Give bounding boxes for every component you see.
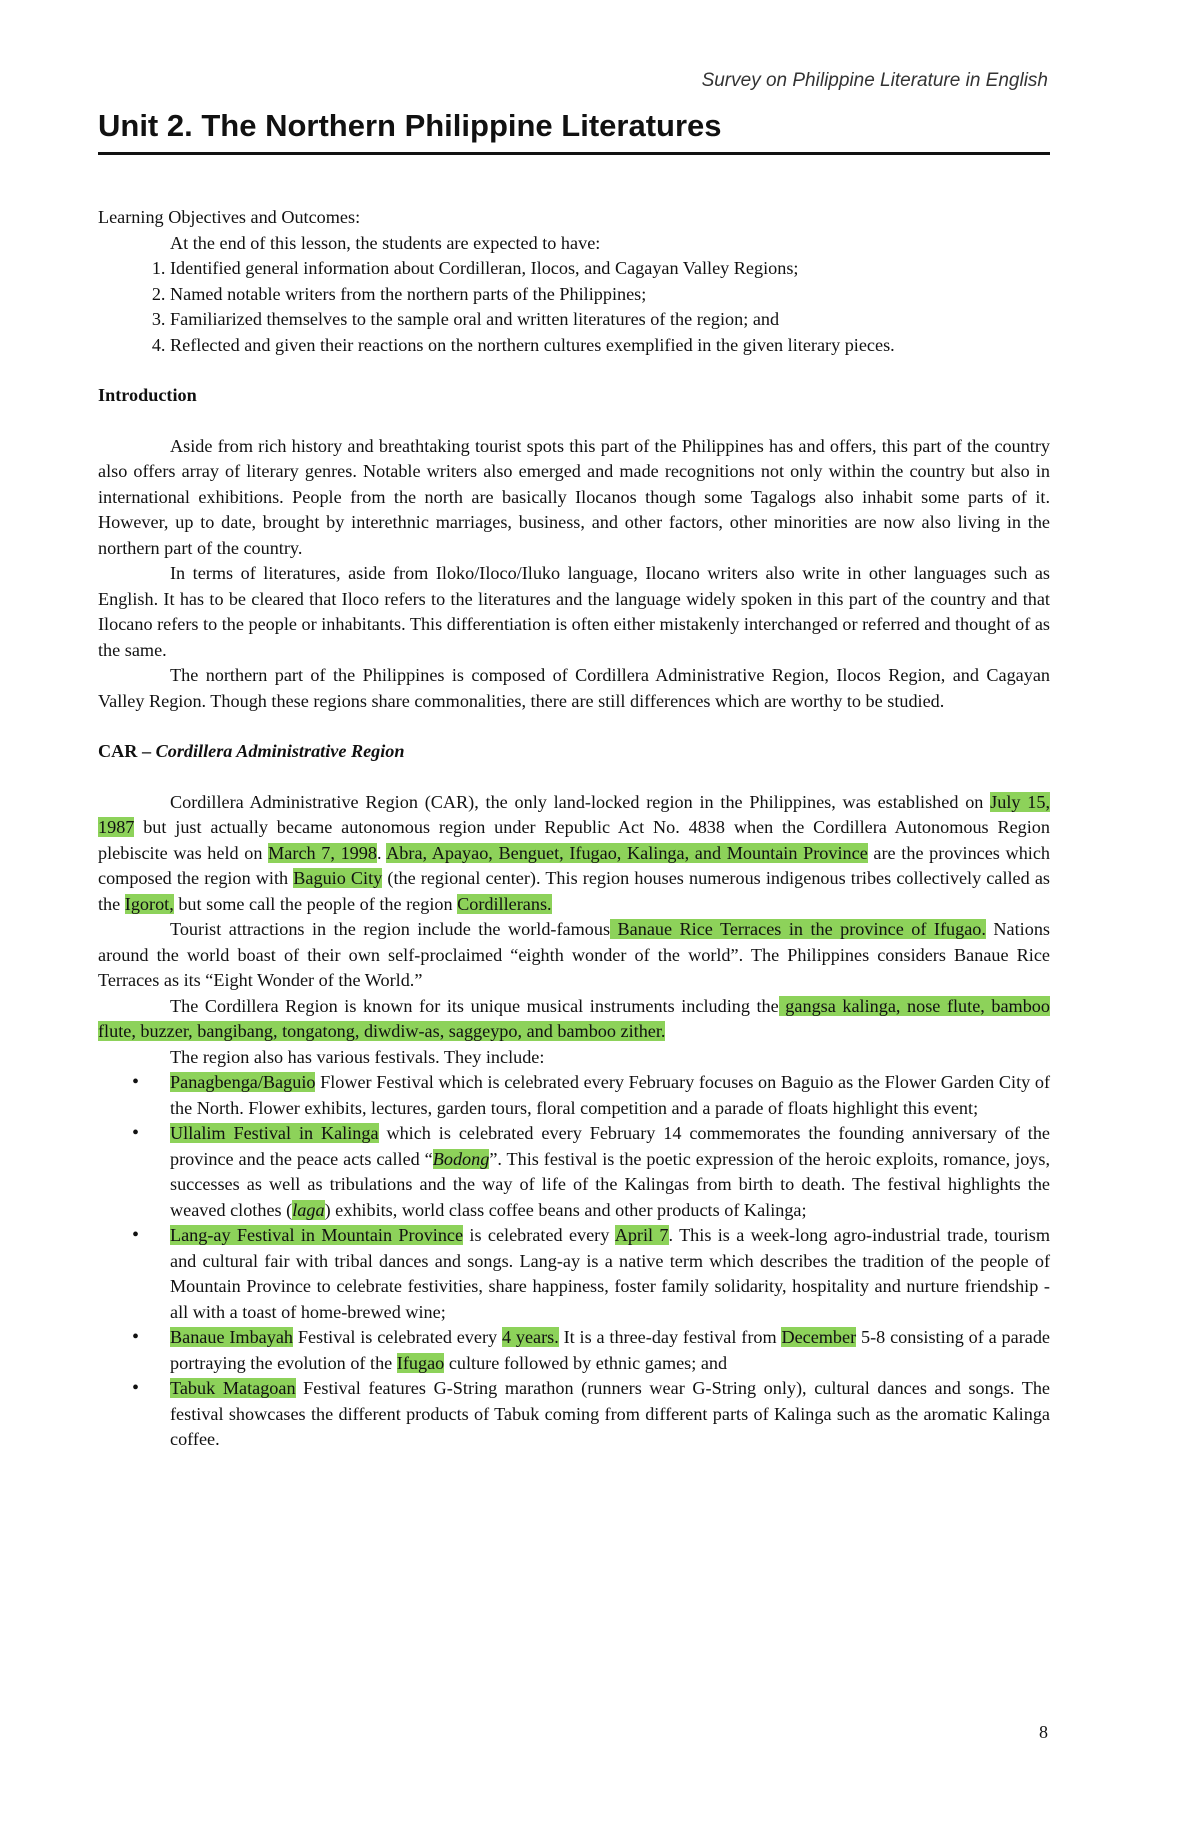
text-run: It is a three-day festival from (558, 1327, 782, 1347)
car-paragraph (98, 994, 1050, 1045)
text-run: Flower Festival which is celebrated every February focuses on Baguio as the Flower Garden City of the North. Flower exhibits, lectures, garden tours, floral competition and a parade of floats highlight this event; (170, 1072, 1050, 1118)
festival-item (170, 1376, 1050, 1453)
text-run: Tourist attractions in the region include the world-famous (170, 919, 611, 939)
document-body (98, 205, 1050, 1453)
highlight: July 15, 1987 (98, 791, 1050, 837)
intro-paragraph: The northern part of the Philippines is composed of Cordillera Administrative Region, Ilocos Region, and Cagayan Valley Region. Though these regions share commonalities, there are still differences which are worthy to be studied. (98, 665, 1050, 711)
objective-item: 3. Familiarized themselves to the sample oral and written literatures of the region; and (170, 307, 1050, 333)
page-number: 8 (1039, 1722, 1048, 1742)
objectives-intro: At the end of this lesson, the students are expected to have: (170, 232, 601, 253)
text-run: are the provinces which composed the region with (98, 842, 1051, 888)
highlight: April 7 (614, 1225, 669, 1245)
objectives-heading: Learning Objectives and Outcomes: (98, 207, 361, 227)
unit-title: Unit 2. The Northern Philippine Literatures (98, 108, 722, 143)
highlight: Bodong (432, 1148, 490, 1169)
festival-item (170, 1223, 1050, 1325)
car-paragraph (98, 917, 1050, 994)
highlight: 4 years. (501, 1327, 559, 1347)
intro-paragraph: Aside from rich history and breathtaking tourist spots this part of the Philippines has and offers, this part of the country also offers array of literary genres. Notable writers also emerged and made recognitions not only within the country but also in international exhibitions. People from the north are basically Ilocanos though some Tagalogs also inhabit some parts of it. However, up to date, brought by interethnic marriages, business, and other factors, other minorities are now also living in the northern part of the country. (98, 435, 1050, 558)
text-run: Nations around the world boast of their own self-proclaimed “eighth wonder of the world”. The Philippines considers Banaue Rice Terraces as its “Eight Wonder of the World.” (98, 919, 1050, 990)
highlight: Igorot, (124, 893, 174, 914)
highlight: Ifugao (396, 1352, 445, 1373)
festival-item (170, 1070, 1050, 1121)
text-run: (the regional center). This region houses numerous indigenous tribes collectively called as the (98, 868, 1050, 914)
car-heading-prefix: CAR – (98, 741, 156, 761)
title-rule (98, 152, 1050, 155)
objective-item: 2. Named notable writers from the northern parts of the Philippines; (170, 282, 1050, 308)
highlight: Abra, Apayao, Benguet, Ifugao, Kalinga, and Mountain Province (386, 842, 868, 863)
text-run: ) exhibits, world class coffee beans and other products of Kalinga; (324, 1199, 807, 1220)
highlight: December (781, 1327, 857, 1347)
text-run: is celebrated every (463, 1225, 615, 1245)
running-header: Survey on Philippine Literature in English (701, 70, 1048, 91)
text-run: which is celebrated every February 14 commemorates the founding anniversary of the province and the peace acts called “ (170, 1123, 1050, 1169)
highlight: Banaue Imbayah (170, 1327, 293, 1347)
text-run: culture followed by ethnic games; and (444, 1352, 728, 1373)
car-heading (98, 739, 1050, 765)
highlight: laga (292, 1199, 325, 1220)
highlight: Tabuk Matagoan (170, 1378, 296, 1398)
text-run: Festival is celebrated every (293, 1327, 502, 1347)
festival-item (170, 1121, 1050, 1223)
highlight: Lang-ay Festival in Mountain Province (170, 1225, 464, 1245)
text-run: ”. This festival is the poetic expression of the heroic exploits, romance, joys, successes as well as tribulations and the way of life of the Kalingas from birth to death. The festival highlights the weaved clothes ( (170, 1148, 1051, 1220)
introduction-heading: Introduction (98, 385, 197, 405)
highlight: Cordillerans. (457, 893, 552, 914)
car-heading-name: Cordillera Administrative Region (155, 741, 405, 761)
intro-paragraph: In terms of literatures, aside from Iloko/Iloco/Iluko language, Ilocano writers also write in other languages such as English. It has to be cleared that Iloco refers to the literatures and the language widely spoken in this part of the country and that Ilocano refers to the people or inhabitants. This differentiation is often either mistakenly interchanged or referred and thought of as the same. (98, 563, 1050, 660)
objective-item: 1. Identified general information about Cordilleran, Ilocos, and Cagayan Valley Regions; (170, 256, 1050, 282)
text-run: . This is a week-long agro-industrial trade, tourism and cultural fair with tribal dances and songs. Lang-ay is a native term which describes the tradition of the people of Mountain Province to celebrate festivities, share happiness, foster family solidarity, hospitality and nurture friendship - all with a toast of home-brewed wine; (170, 1225, 1050, 1322)
car-paragraph (98, 790, 1050, 918)
highlight: March 7, 1998 (268, 842, 377, 863)
text-run: but just actually became autonomous region under Republic Act No. 4838 when the Cordillera Autonomous Region plebiscite was held on (98, 817, 1050, 863)
highlight: Ullalim Festival in Kalinga (170, 1123, 379, 1143)
text-run: 5-8 consisting of a parade portraying the evolution of the (170, 1327, 1050, 1373)
text-run: Cordillera Administrative Region (CAR), the only land-locked region in the Philippines, was established on (170, 791, 991, 812)
objective-item: 4. Reflected and given their reactions on the northern cultures exemplified in the given literary pieces. (170, 333, 1050, 359)
text-run: but some call the people of the region (173, 893, 458, 914)
text-run: . (376, 842, 387, 863)
festivals-intro: The region also has various festivals. They include: (170, 1046, 545, 1067)
festival-item (170, 1325, 1050, 1376)
festivals-list (98, 1070, 1050, 1453)
highlight: Panagbenga/Baguio (170, 1072, 316, 1092)
highlight: gangsa kalinga, nose flute, bamboo flute, buzzer, bangibang, tongatong, diwdiw-as, saggeypo, and bamboo zither. (98, 995, 1050, 1041)
text-run: The Cordillera Region is known for its unique musical instruments including the (170, 995, 779, 1016)
text-run: Festival features G-String marathon (runners wear G-String only), cultural dances and songs. The festival showcases the different products of Tabuk coming from different parts of Kalinga such as the aromatic Kalinga coffee. (170, 1378, 1050, 1449)
highlight: Banaue Rice Terraces in the province of Ifugao. (610, 919, 986, 939)
objectives-list (98, 256, 1050, 358)
highlight: Baguio City (293, 868, 383, 888)
